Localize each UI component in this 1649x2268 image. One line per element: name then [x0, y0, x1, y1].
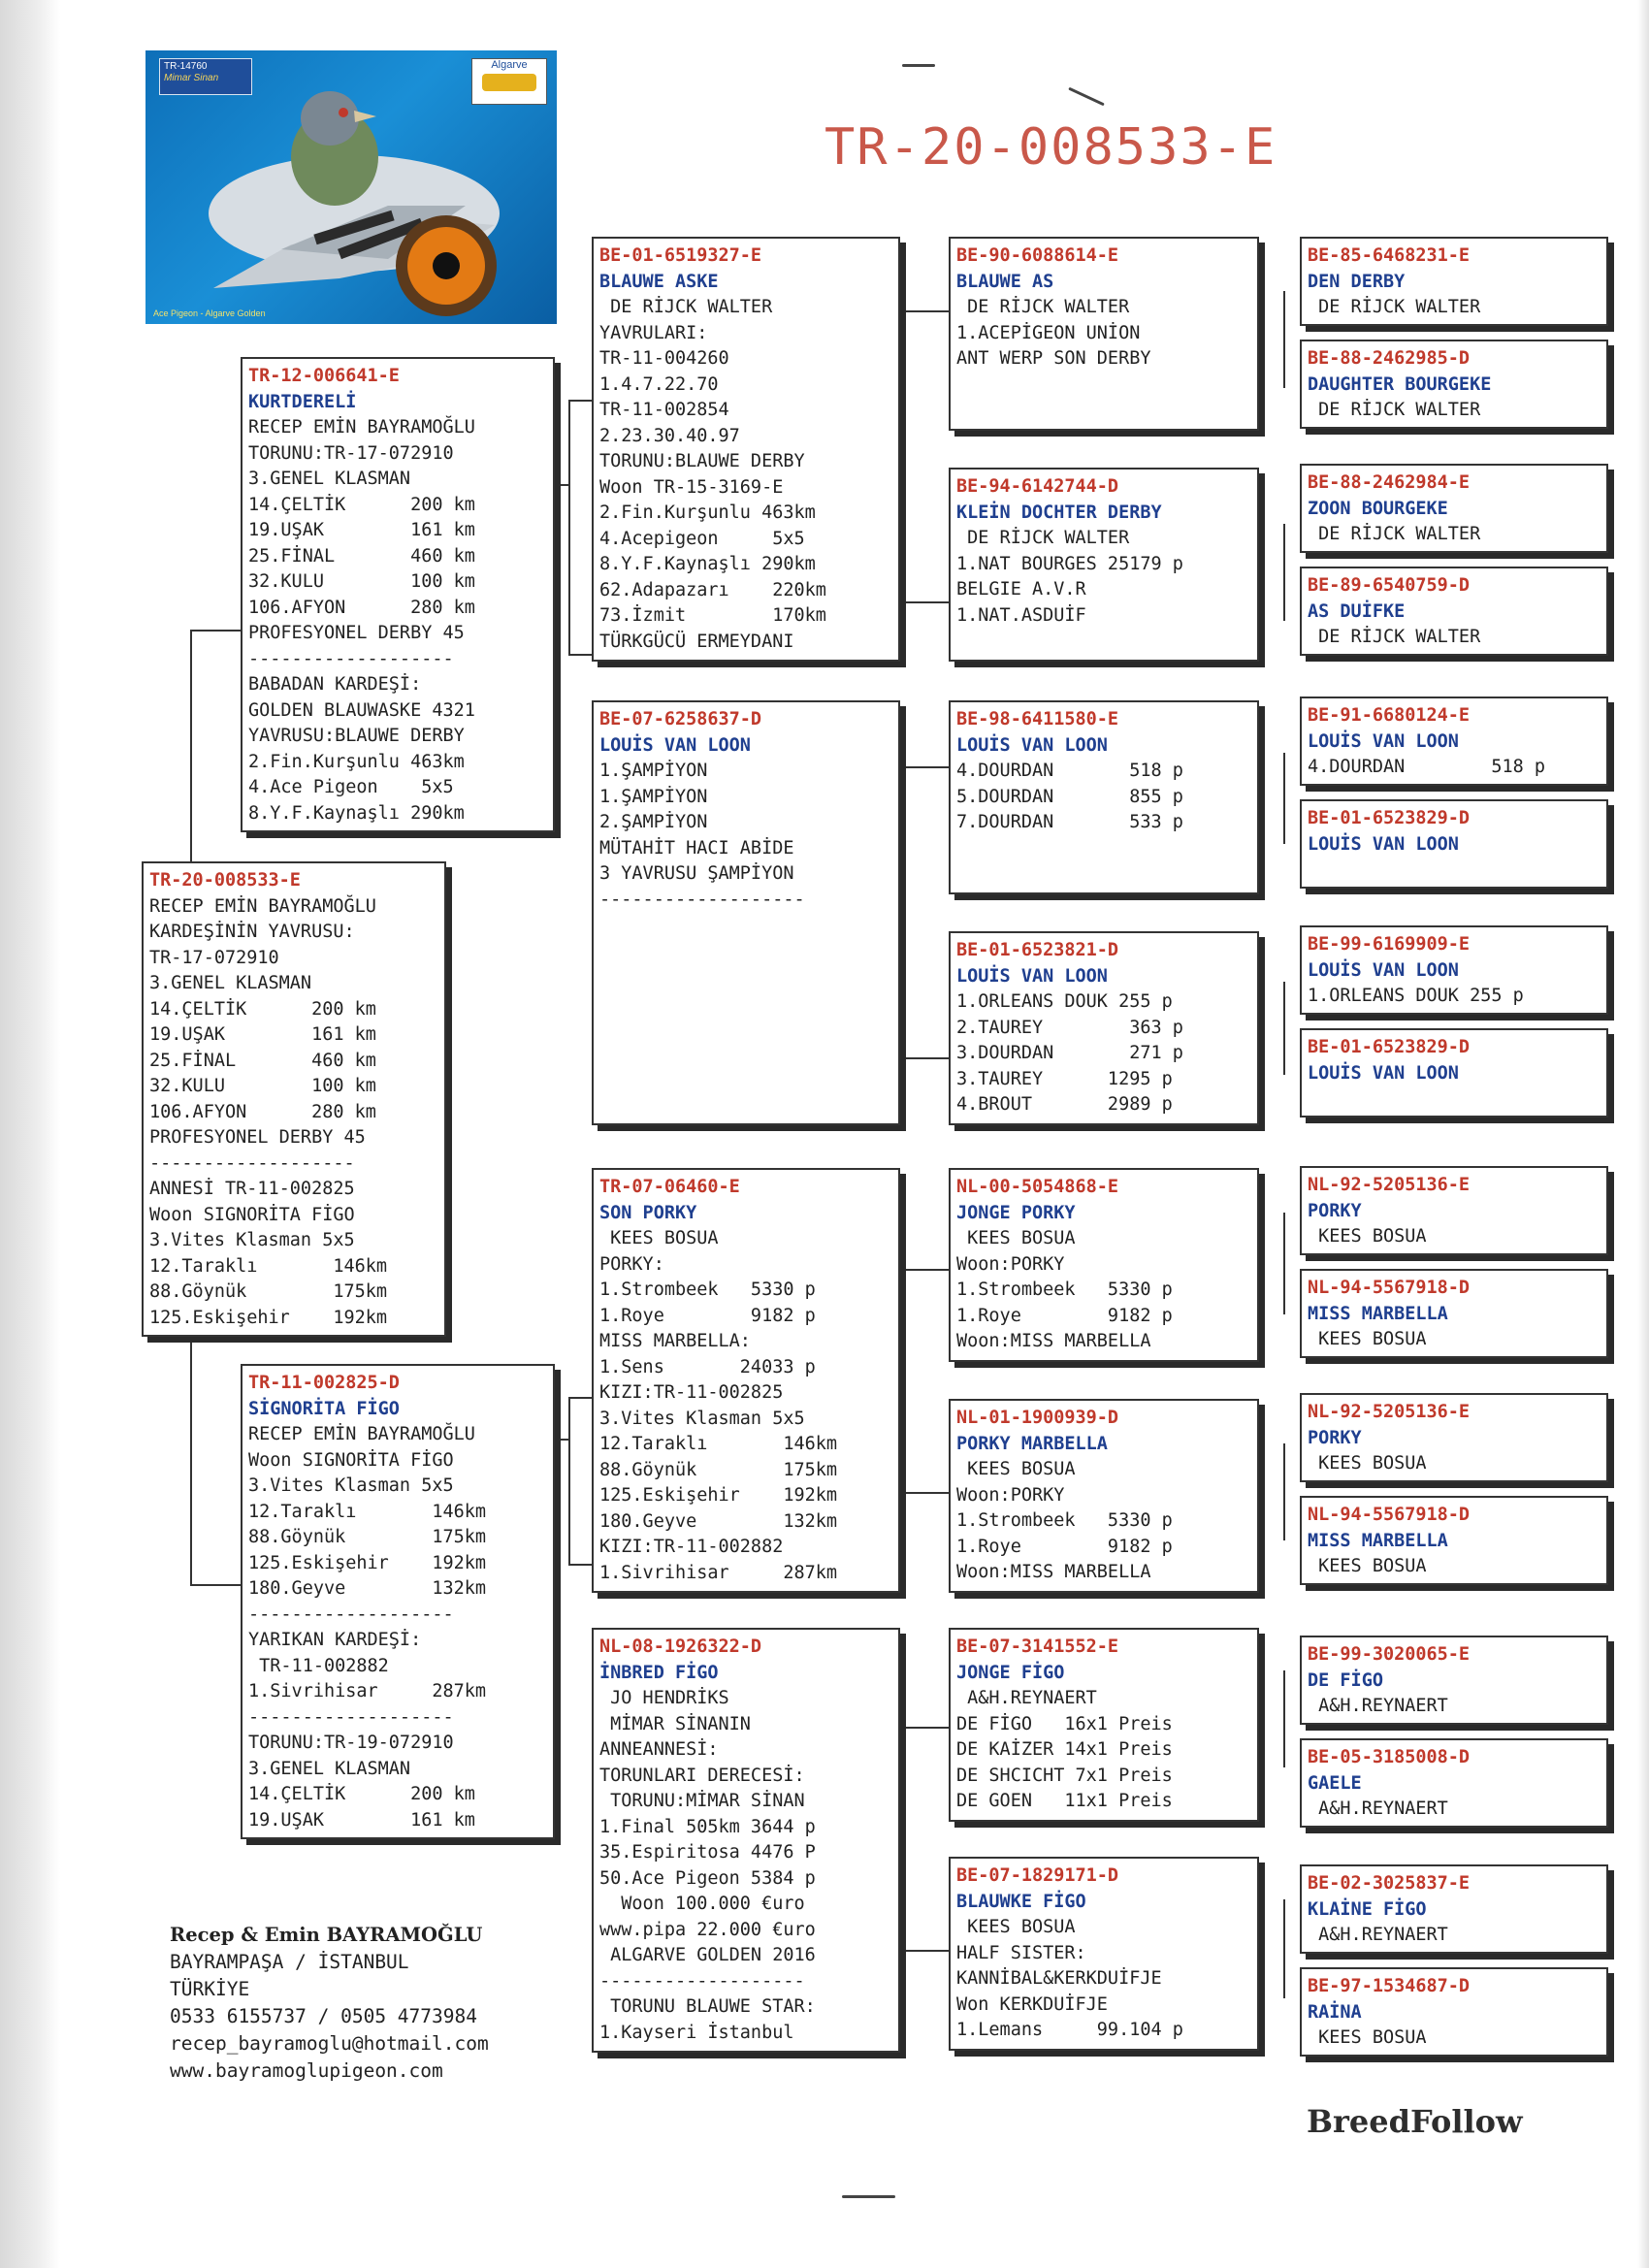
pigeon-name: LOUİS VAN LOON	[1308, 959, 1459, 981]
pedigree-line: 88.Göynük 175km	[248, 1527, 487, 1547]
pedigree-line: TR-11-002882	[248, 1655, 389, 1676]
pedigree-line: 1.ŞAMPİYON	[599, 786, 708, 807]
pedigree-line: 3.Vites Klasman 5x5	[248, 1475, 454, 1496]
pedigree-line: 19.UŞAK 161 km	[248, 1809, 475, 1831]
pedigree-line: 14.ÇELTİK 200 km	[248, 494, 475, 515]
pedigree-line: KEES BOSUA	[599, 1228, 719, 1248]
connector	[555, 484, 568, 486]
ggg-box-3	[1300, 464, 1608, 553]
pigeon-name: BLAUWKE FİGO	[956, 1891, 1086, 1912]
pigeon-name: LOUİS VAN LOON	[1308, 730, 1459, 752]
pedigree-line: DE RİJCK WALTER	[1308, 524, 1481, 544]
algarve-map-icon	[482, 74, 536, 91]
pedigree-line: 4.Ace Pigeon 5x5	[248, 777, 454, 797]
pedigree-line: 32.KULU 100 km	[248, 571, 475, 592]
breeder-country: TÜRKİYE	[170, 1978, 250, 2000]
connector	[900, 1727, 949, 1729]
dam-box	[241, 1364, 555, 1839]
pedigree-line: 125.Eskişehir 192km	[248, 1552, 487, 1573]
dds-box	[949, 1628, 1259, 1822]
pigeon-name: JONGE FİGO	[956, 1662, 1065, 1683]
pedigree-line: 180.Geyve 132km	[599, 1510, 838, 1532]
ggg-box-16	[1300, 1967, 1608, 2057]
pedigree-line: 180.Geyve 132km	[248, 1578, 487, 1599]
ggg-box-11	[1300, 1393, 1608, 1482]
pedigree-line: -------------------	[248, 648, 454, 669]
ring-number: BE-07-3141552-E	[956, 1636, 1119, 1657]
pigeon-name: LOUİS VAN LOON	[599, 734, 751, 756]
pedigree-line: TORUNU BLAUWE STAR:	[599, 1996, 816, 2017]
pedigree-line: 3.GENEL KLASMAN	[149, 973, 312, 993]
pedigree-line: -------------------	[149, 1152, 355, 1174]
pedigree-line: TORUNU:TR-19-072910	[248, 1733, 454, 1753]
ggg-box-6	[1300, 799, 1608, 889]
ddd-box	[949, 1857, 1259, 2051]
pigeon-name: SİGNORİTA FİGO	[248, 1398, 400, 1419]
pigeon-name: AS DUİFKE	[1308, 600, 1406, 622]
pigeon-name: PORKY	[1308, 1200, 1362, 1221]
pedigree-line: 3.DOURDAN 271 p	[956, 1043, 1183, 1063]
ggg-box-8	[1300, 1028, 1608, 1118]
pedigree-line: A&H.REYNAERT	[1308, 1798, 1448, 1819]
pedigree-line: DE FİGO 16x1 Preis	[956, 1713, 1173, 1734]
pedigree-line: HALF SISTER:	[956, 1942, 1086, 1963]
pedigree-line: Woon:PORKY	[956, 1484, 1065, 1506]
ring-number: BE-05-3185008-D	[1308, 1747, 1471, 1767]
connector	[1283, 1899, 1285, 1998]
pedigree-line: DE RİJCK WALTER	[1308, 400, 1481, 420]
pedigree-line: RECEP EMİN BAYRAMOĞLU	[149, 895, 376, 917]
pedigree-line: 3.Vites Klasman 5x5	[149, 1230, 355, 1250]
pedigree-line: 1.Final 505km 3644 p	[599, 1816, 816, 1837]
connector	[900, 310, 949, 312]
pedigree-line: 1.Roye 9182 p	[956, 1305, 1173, 1326]
pedigree-line: MISS MARBELLA:	[599, 1331, 751, 1351]
connector	[568, 1397, 570, 1564]
pedigree-line: 25.FİNAL 460 km	[149, 1050, 376, 1071]
pedigree-line: PORKY:	[599, 1253, 664, 1275]
pedigree-line: 2.Fin.Kurşunlu 463km	[599, 502, 816, 523]
pedigree-line: 8.Y.F.Kaynaşlı 290km	[599, 554, 816, 574]
pigeon-name: PORKY	[1308, 1427, 1362, 1448]
pigeon-name: İNBRED FİGO	[599, 1662, 719, 1683]
connector	[1283, 1213, 1285, 1314]
pedigree-line: 1.ŞAMPİYON	[599, 761, 708, 781]
pigeon-name: KLAİNE FİGO	[1308, 1898, 1427, 1920]
ring-number: TR-11-002825-D	[248, 1373, 400, 1393]
pedigree-line: KEES BOSUA	[1308, 1226, 1427, 1247]
scan-edge-left	[0, 0, 60, 2268]
pigeon-name: LOUİS VAN LOON	[1308, 1062, 1459, 1084]
ring-number: BE-99-3020065-E	[1308, 1644, 1471, 1665]
dam-sire-box	[592, 1168, 900, 1593]
pedigree-line: www.pipa 22.000 €uro	[599, 1919, 816, 1940]
ring-number: BE-01-6523829-D	[1308, 1037, 1471, 1057]
connector	[568, 400, 570, 654]
pedigree-line: Woon:PORKY	[956, 1253, 1065, 1275]
connector	[900, 1492, 949, 1494]
pigeon-name: LOUİS VAN LOON	[956, 965, 1108, 987]
pedigree-line: A&H.REYNAERT	[956, 1688, 1097, 1708]
connector	[555, 1439, 568, 1441]
pedigree-line: 14.ÇELTİK 200 km	[248, 1784, 475, 1804]
sdd-box	[949, 931, 1259, 1125]
breeder-phones: 0533 6155737 / 0505 4773984	[170, 2005, 477, 2027]
pedigree-line: 50.Ace Pigeon 5384 p	[599, 1867, 816, 1889]
pedigree-line: RECEP EMİN BAYRAMOĞLU	[248, 417, 475, 437]
ring-number: BE-90-6088614-E	[956, 245, 1119, 266]
dam-dam-box	[592, 1628, 900, 2053]
pedigree-line: TORUNU:TR-17-072910	[248, 442, 454, 464]
pedigree-line: KANNİBAL&KERKDUİFJE	[956, 1968, 1162, 1989]
breeder-email[interactable]: recep_bayramoglu@hotmail.com	[170, 2032, 489, 2055]
pedigree-line: 3.Vites Klasman 5x5	[599, 1408, 805, 1429]
pedigree-line: 1.Strombeek 5330 p	[599, 1280, 816, 1300]
pedigree-line: -------------------	[248, 1604, 454, 1625]
pedigree-line: DE RİJCK WALTER	[956, 297, 1130, 317]
pigeon-name: KURTDERELİ	[248, 391, 357, 412]
pedigree-line: Woon SIGNORİTA FİGO	[149, 1204, 355, 1225]
pedigree-line: KEES BOSUA	[956, 1917, 1076, 1937]
pigeon-name: DAUGHTER BOURGEKE	[1308, 373, 1492, 395]
pedigree-line: 25.FİNAL 460 km	[248, 545, 475, 567]
pedigree-line: TR-17-072910	[149, 947, 279, 968]
pedigree-line: PROFESYONEL DERBY 45	[248, 623, 465, 643]
ring-number: BE-07-6258637-D	[599, 709, 762, 729]
ring-number: BE-88-2462985-D	[1308, 348, 1471, 369]
pigeon-name: LOUİS VAN LOON	[1308, 833, 1459, 855]
pedigree-line: 3.GENEL KLASMAN	[248, 1758, 411, 1779]
pedigree-line: 2.TAUREY 363 p	[956, 1017, 1183, 1038]
connector	[900, 310, 902, 601]
ssd-box	[949, 468, 1259, 662]
pedigree-line: 1.Sivrihisar 287km	[599, 1562, 838, 1583]
pedigree-line: 1.ORLEANS DOUK 255 p	[956, 991, 1173, 1012]
pedigree-line: TR-11-004260	[599, 348, 729, 369]
breeder-city: BAYRAMPAŞA / İSTANBUL	[170, 1951, 409, 1973]
scan-mark	[842, 2195, 895, 2198]
pedigree-line: RECEP EMİN BAYRAMOĞLU	[248, 1424, 475, 1444]
pedigree-line: 1.Strombeek 5330 p	[956, 1510, 1173, 1531]
ggg-box-1	[1300, 237, 1608, 326]
pedigree-line: KIZI:TR-11-002882	[599, 1537, 784, 1557]
pedigree-line: JO HENDRİKS	[599, 1688, 729, 1708]
ggg-box-15	[1300, 1864, 1608, 1954]
photo-name-text: Mimar Sinan	[164, 73, 219, 83]
connector	[1283, 524, 1285, 621]
pedigree-line: 1.Roye 9182 p	[599, 1305, 816, 1326]
pedigree-line: TR-11-002854	[599, 400, 729, 420]
pedigree-line: 12.Taraklı 146km	[248, 1501, 487, 1522]
ring-number: BE-07-1829171-D	[956, 1865, 1119, 1886]
pigeon-name: PORKY MARBELLA	[956, 1433, 1108, 1454]
pedigree-line: ALGARVE GOLDEN 2016	[599, 1945, 816, 1965]
connector	[900, 766, 902, 1057]
breeder-contact	[170, 1922, 489, 2085]
pedigree-line: 106.AFYON 280 km	[149, 1101, 376, 1122]
pedigree-line: KEES BOSUA	[1308, 2027, 1427, 2048]
pedigree-line: DE RİJCK WALTER	[1308, 297, 1481, 317]
pedigree-line: YARIKAN KARDEŞİ:	[248, 1630, 422, 1650]
pedigree-line: Woon:MISS MARBELLA	[956, 1331, 1151, 1351]
pedigree-line: 2.ŞAMPİYON	[599, 812, 708, 832]
pedigree-line: KIZI:TR-11-002825	[599, 1382, 784, 1403]
pedigree-line: 3.TAUREY 1295 p	[956, 1068, 1173, 1089]
pedigree-line: 1.Sivrihisar 287km	[248, 1681, 487, 1701]
pedigree-line: 125.Eskişehir 192km	[149, 1307, 388, 1328]
pedigree-line: -------------------	[599, 1970, 805, 1992]
scan-mark	[1068, 87, 1105, 107]
pedigree-line: 1.NAT BOURGES 25179 p	[956, 553, 1183, 574]
pedigree-line: ANT WERP SON DERBY	[956, 348, 1151, 369]
pedigree-line: KEES BOSUA	[1308, 1329, 1427, 1349]
pedigree-line: KEES BOSUA	[1308, 1453, 1427, 1474]
pedigree-line: -------------------	[599, 889, 805, 910]
pedigree-line: 1.NAT.ASDUİF	[956, 604, 1086, 626]
pedigree-line: 4.DOURDAN 518 p	[1308, 757, 1546, 777]
pedigree-line: 19.UŞAK 161 km	[248, 520, 475, 540]
ring-number: BE-01-6523829-D	[1308, 808, 1471, 828]
connector	[900, 1269, 902, 1492]
pedigree-line: 14.ÇELTİK 200 km	[149, 998, 376, 1020]
connector	[190, 1332, 192, 1584]
connector	[900, 601, 949, 603]
ring-number: NL-01-1900939-D	[956, 1408, 1119, 1428]
ggg-box-12	[1300, 1496, 1608, 1585]
pedigree-line: Woon SIGNORİTA FİGO	[248, 1449, 454, 1471]
connector	[900, 1269, 949, 1271]
ring-number: BE-97-1534687-D	[1308, 1976, 1471, 1996]
pedigree-line: Woon 100.000 €uro	[599, 1894, 805, 1914]
ring-number: BE-85-6468231-E	[1308, 245, 1471, 266]
pedigree-line: 62.Adapazarı 220km	[599, 579, 826, 600]
pigeon-name: MISS MARBELLA	[1308, 1530, 1448, 1551]
ggg-box-4	[1300, 567, 1608, 656]
pedigree-line: 7.DOURDAN 533 p	[956, 812, 1183, 832]
pedigree-line: YAVRUSU:BLAUWE DERBY	[248, 726, 465, 746]
scan-edge-right	[1637, 0, 1649, 2268]
ggg-box-5	[1300, 697, 1608, 786]
pedigree-line: 1.ORLEANS DOUK 255 p	[1308, 986, 1524, 1006]
pedigree-line: 1.Sens 24033 p	[599, 1356, 816, 1377]
connector	[1283, 1670, 1285, 1767]
connector	[190, 630, 192, 867]
ring-number: NL-94-5567918-D	[1308, 1505, 1471, 1525]
breeder-name: Recep & Emin BAYRAMOĞLU	[170, 1924, 483, 1946]
pedigree-line: 3.GENEL KLASMAN	[248, 469, 411, 489]
ring-number: BE-94-6142744-D	[956, 476, 1119, 497]
pedigree-line: GOLDEN BLAUWASKE 4321	[248, 699, 475, 721]
ring-number: TR-12-006641-E	[248, 366, 400, 386]
pigeon-name: MISS MARBELLA	[1308, 1303, 1448, 1324]
pigeon-name: DE FİGO	[1308, 1669, 1383, 1691]
ring-number: NL-92-5205136-E	[1308, 1402, 1471, 1422]
pedigree-line: 2.Fin.Kurşunlu 463km	[248, 751, 465, 772]
sire-box	[241, 357, 555, 832]
pedigree-line: 1.Kayseri İstanbul	[599, 2022, 794, 2043]
pedigree-line: 3 YAVRUSU ŞAMPİYON	[599, 863, 794, 884]
pedigree-title: TR-20-008533-E	[824, 118, 1277, 177]
pedigree-line: 2.23.30.40.97	[599, 425, 740, 446]
ring-number: TR-07-06460-E	[599, 1177, 740, 1197]
pedigree-line: Won KERKDUİFJE	[956, 1993, 1108, 2015]
ring-number: BE-01-6519327-E	[599, 245, 762, 266]
connector	[1283, 291, 1285, 388]
connector	[190, 630, 241, 632]
pedigree-line: 12.Taraklı 146km	[599, 1434, 838, 1454]
ring-number: NL-94-5567918-D	[1308, 1278, 1471, 1298]
pedigree-line: ANNEANNESİ:	[599, 1739, 719, 1760]
pedigree-line: 4.Acepigeon 5x5	[599, 528, 805, 549]
ring-number: BE-01-6523821-D	[956, 940, 1119, 960]
pigeon-name: KLEİN DOCHTER DERBY	[956, 502, 1162, 523]
pigeon-name: SON PORKY	[599, 1202, 697, 1223]
pedigree-line: 1.Strombeek 5330 p	[956, 1280, 1173, 1300]
ggg-box-9	[1300, 1166, 1608, 1255]
subject-pigeon-box	[142, 861, 446, 1337]
pedigree-line: DE SHCICHT 7x1 Preis	[956, 1765, 1173, 1786]
connector	[568, 1397, 592, 1399]
ring-number: BE-91-6680124-E	[1308, 705, 1471, 726]
pedigree-line: 106.AFYON 280 km	[248, 597, 475, 618]
pedigree-line: DE RİJCK WALTER	[1308, 627, 1481, 647]
pigeon-name: RAİNA	[1308, 2001, 1362, 2023]
pigeon-name: LOUİS VAN LOON	[956, 734, 1108, 756]
ring-number: BE-98-6411580-E	[956, 709, 1119, 729]
ring-number: BE-88-2462984-E	[1308, 472, 1471, 493]
ggg-box-10	[1300, 1269, 1608, 1358]
pigeon-name: BLAUWE ASKE	[599, 271, 719, 292]
pedigree-line: TORUNU:MİMAR SİNAN	[599, 1791, 805, 1811]
ring-number: TR-20-008533-E	[149, 870, 301, 891]
algarve-label: Algarve	[491, 59, 528, 71]
ring-number: BE-99-6169909-E	[1308, 934, 1471, 955]
ggg-box-13	[1300, 1636, 1608, 1725]
connector	[900, 1950, 949, 1952]
pedigree-line: 1.4.7.22.70	[599, 373, 719, 395]
pedigree-line: A&H.REYNAERT	[1308, 1696, 1448, 1716]
pedigree-line: DE GOEN 11x1 Preis	[956, 1791, 1173, 1811]
pedigree-line: 1.Lemans 99.104 p	[956, 2020, 1183, 2040]
pedigree-line: KEES BOSUA	[956, 1459, 1076, 1479]
dss-box	[949, 1168, 1259, 1362]
pedigree-line: PROFESYONEL DERBY 45	[149, 1127, 366, 1148]
pedigree-line: Woon TR-15-3169-E	[599, 476, 784, 498]
pigeon-photo	[146, 50, 557, 324]
connector	[568, 654, 592, 656]
photo-ring-text: TR-14760	[164, 61, 208, 72]
pedigree-line: 5.DOURDAN 855 p	[956, 786, 1183, 807]
sire-sire-box	[592, 237, 900, 662]
pedigree-line: KEES BOSUA	[956, 1228, 1076, 1248]
breedfollow-watermark: BreedFollow	[1307, 2103, 1523, 2140]
pedigree-line: TÜRKGÜCÜ ERMEYDANI	[599, 631, 794, 652]
pedigree-line: -------------------	[248, 1706, 454, 1728]
pedigree-line: KARDEŞİNİN YAVRUSU:	[149, 922, 355, 942]
ggg-box-7	[1300, 925, 1608, 1015]
pedigree-line: A&H.REYNAERT	[1308, 1925, 1448, 1945]
connector	[900, 766, 949, 768]
sss-box	[949, 237, 1259, 431]
pedigree-line: MÜTAHİT HACI ABİDE	[599, 837, 794, 859]
connector	[190, 1584, 241, 1586]
ggg-box-2	[1300, 340, 1608, 429]
pedigree-line: 1.Roye 9182 p	[956, 1536, 1173, 1557]
scan-mark	[902, 64, 935, 67]
sire-dam-box	[592, 700, 900, 1125]
connector	[900, 1057, 949, 1059]
pedigree-line: BABADAN KARDEŞİ:	[248, 674, 422, 695]
pedigree-line: MİMAR SİNANIN	[599, 1713, 751, 1734]
pigeon-name: BLAUWE AS	[956, 271, 1054, 292]
pedigree-line: DE KAİZER 14x1 Preis	[956, 1739, 1173, 1760]
pedigree-line: 88.Göynük 175km	[149, 1281, 388, 1302]
ggg-box-14	[1300, 1738, 1608, 1828]
ring-number: BE-89-6540759-D	[1308, 575, 1471, 596]
pedigree-line: TORUNU:BLAUWE DERBY	[599, 451, 805, 471]
pedigree-line: 88.Göynük 175km	[599, 1459, 838, 1480]
pigeon-name: GAELE	[1308, 1772, 1362, 1794]
pigeon-name: ZOON BOURGEKE	[1308, 498, 1448, 519]
connector	[1283, 1443, 1285, 1540]
pedigree-line: 1.ACEPİGEON UNİON	[956, 322, 1141, 343]
pedigree-line: DE RİJCK WALTER	[599, 297, 773, 317]
ring-number: NL-00-5054868-E	[956, 1177, 1119, 1197]
pedigree-line: 32.KULU 100 km	[149, 1076, 376, 1096]
pedigree-line: DE RİJCK WALTER	[956, 528, 1130, 548]
pedigree-line: 73.İzmit 170km	[599, 605, 826, 626]
pigeon-name: DEN DERBY	[1308, 271, 1406, 292]
pedigree-line: 125.Eskişehir 192km	[599, 1485, 838, 1506]
breeder-website[interactable]: www.bayramoglupigeon.com	[170, 2059, 443, 2082]
connector	[568, 1564, 592, 1566]
dsd-box	[949, 1399, 1259, 1593]
pedigree-line: KEES BOSUA	[1308, 1556, 1427, 1576]
ring-number: BE-02-3025837-E	[1308, 1873, 1471, 1894]
photo-logo	[159, 58, 252, 95]
pedigree-line: ANNESİ TR-11-002825	[149, 1179, 355, 1199]
connector	[900, 1727, 902, 1950]
connector	[568, 400, 592, 402]
algarve-badge	[471, 58, 547, 105]
photo-caption: Ace Pigeon - Algarve Golden	[153, 308, 266, 318]
pedigree-line: BELGIE A.V.R	[956, 579, 1086, 599]
pedigree-line: YAVRULARI:	[599, 322, 708, 343]
pedigree-line: 8.Y.F.Kaynaşlı 290km	[248, 802, 465, 824]
connector	[1283, 753, 1285, 844]
sds-box	[949, 700, 1259, 894]
pedigree-line: 4.BROUT 2989 p	[956, 1094, 1173, 1115]
pedigree-line: 4.DOURDAN 518 p	[956, 761, 1183, 781]
pedigree-line: 19.UŞAK 161 km	[149, 1024, 376, 1045]
pedigree-line: Woon:MISS MARBELLA	[956, 1562, 1151, 1582]
pedigree-line: 12.Taraklı 146km	[149, 1255, 388, 1277]
connector	[1283, 982, 1285, 1075]
pigeon-name: JONGE PORKY	[956, 1202, 1076, 1223]
pedigree-line: 35.Espiritosa 4476 P	[599, 1842, 816, 1863]
ring-number: NL-92-5205136-E	[1308, 1175, 1471, 1195]
pedigree-line: TORUNLARI DERECESİ:	[599, 1765, 805, 1786]
ring-number: NL-08-1926322-D	[599, 1636, 762, 1657]
